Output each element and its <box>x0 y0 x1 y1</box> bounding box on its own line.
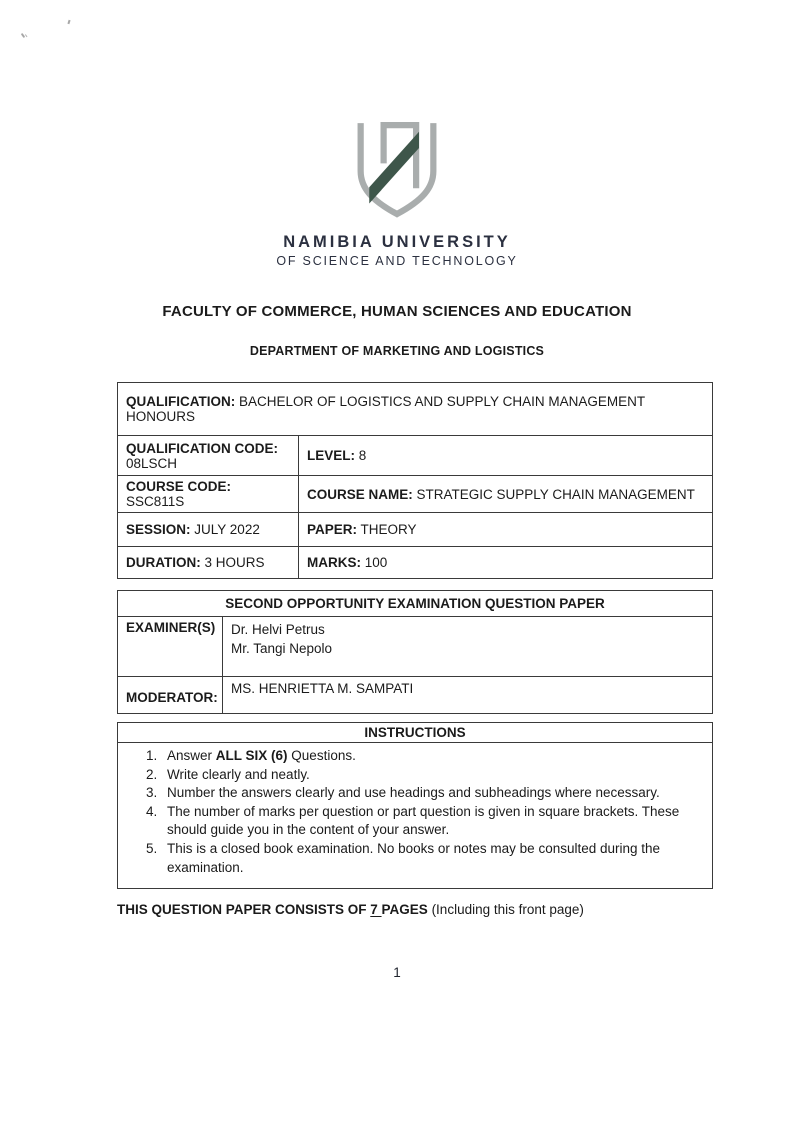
instructions-list <box>118 743 712 877</box>
faculty-heading: FACULTY OF COMMERCE, HUMAN SCIENCES AND EDUCATION <box>162 303 632 320</box>
instructions-box <box>117 722 713 889</box>
page-number: 1 <box>393 965 401 980</box>
level-value: 8 <box>358 448 367 463</box>
duration-value: 3 HOURS <box>204 555 265 570</box>
paper-label: PAPER: <box>307 522 358 537</box>
duration-label: DURATION: <box>126 555 201 570</box>
examiner-name: Dr. Helvi Petrus <box>231 622 325 637</box>
university-subtitle: OF SCIENCE AND TECHNOLOGY <box>276 254 518 268</box>
session-label: SESSION: <box>126 522 191 537</box>
page-count-number: 7 <box>370 902 382 917</box>
table-row <box>118 383 713 436</box>
examiner-names-cell <box>223 617 713 677</box>
university-logo <box>0 117 794 268</box>
level-cell <box>299 436 713 476</box>
examiner-label: EXAMINER(S) <box>118 617 223 677</box>
course-name-label: COURSE NAME: <box>307 486 413 502</box>
instruction-text <box>167 766 694 785</box>
instruction-text-bold: ALL SIX (6) <box>215 748 288 763</box>
exam-paper-title: SECOND OPPORTUNITY EXAMINATION QUESTION PAPER <box>118 591 713 617</box>
course-code-label: COURSE CODE: <box>126 479 232 494</box>
duration-cell <box>118 547 299 579</box>
course-info-table <box>117 382 713 579</box>
table-row <box>118 513 713 547</box>
instruction-item <box>146 784 694 803</box>
table-row <box>118 677 713 714</box>
instruction-text-part: The number of marks per question or part question is given in square brackets. These should guide you in the content of your answer. <box>167 803 680 838</box>
session-value: JULY 2022 <box>194 522 260 537</box>
examiner-name: Mr. Tangi Nepolo <box>231 641 333 656</box>
examiner-table <box>117 590 713 714</box>
page-count-pages-word: PAGES <box>381 902 428 917</box>
instruction-text <box>167 840 694 877</box>
page-count-note <box>117 902 584 917</box>
green-band <box>369 132 419 204</box>
table-row <box>118 547 713 579</box>
instruction-text-part: Answer <box>167 748 216 763</box>
qualification-code-label: QUALIFICATION CODE: <box>126 440 278 456</box>
course-code-cell <box>118 476 299 513</box>
instruction-number: 1. <box>146 748 158 763</box>
paper-cell <box>299 513 713 547</box>
instruction-number: 5. <box>146 840 158 856</box>
instruction-number: 2. <box>146 766 158 782</box>
qualification-code-cell <box>118 436 299 476</box>
qualification-cell <box>118 383 713 436</box>
instruction-number: 3. <box>146 785 158 801</box>
instruction-text <box>167 747 694 766</box>
table-row <box>118 591 713 617</box>
course-name-value: STRATEGIC SUPPLY CHAIN MANAGEMENT <box>416 486 695 502</box>
scan-artifact <box>67 20 70 24</box>
instruction-text-part: Number the answers clearly and use headings and subheadings where necessary. <box>167 785 660 801</box>
qualification-value: BACHELOR OF LOGISTICS AND SUPPLY CHAIN MANAGEMENT HONOURS <box>126 394 645 424</box>
table-row <box>118 436 713 476</box>
moderator-name: MS. HENRIETTA M. SAMPATI <box>223 677 713 714</box>
instruction-number: 4. <box>146 803 158 819</box>
department-heading: DEPARTMENT OF MARKETING AND LOGISTICS <box>249 344 545 358</box>
page-count-parenthetical: (Including this front page) <box>427 902 584 917</box>
marks-value: 100 <box>364 555 388 570</box>
instructions-title: INSTRUCTIONS <box>118 723 712 743</box>
course-name-cell <box>299 476 713 513</box>
page-count-bold: THIS QUESTION PAPER CONSISTS OF <box>117 902 371 917</box>
instruction-text <box>167 803 694 840</box>
qualification-code-value: 08LSCH <box>126 455 178 471</box>
instruction-text-part: Write clearly and neatly. <box>167 766 310 782</box>
table-row <box>118 476 713 513</box>
marks-cell <box>299 547 713 579</box>
session-cell <box>118 513 299 547</box>
marks-label: MARKS: <box>307 555 361 570</box>
level-label: LEVEL: <box>307 448 356 463</box>
paper-value: THEORY <box>360 522 417 537</box>
instruction-item <box>146 766 694 785</box>
instruction-text-part: This is a closed book examination. No books or notes may be consulted during the examination. <box>167 840 661 875</box>
course-code-value: SSC811S <box>126 494 185 509</box>
instruction-item <box>146 803 694 840</box>
qualification-label: QUALIFICATION: <box>126 394 236 409</box>
instruction-text <box>167 784 694 803</box>
instruction-text-part: Questions. <box>287 748 356 763</box>
moderator-label: MODERATOR: <box>118 677 223 714</box>
university-shield-icon <box>353 117 441 225</box>
instruction-item <box>146 840 694 877</box>
instruction-item <box>146 747 694 766</box>
university-name: NAMIBIA UNIVERSITY <box>283 233 511 251</box>
table-row <box>118 617 713 677</box>
scan-artifact <box>21 33 26 38</box>
